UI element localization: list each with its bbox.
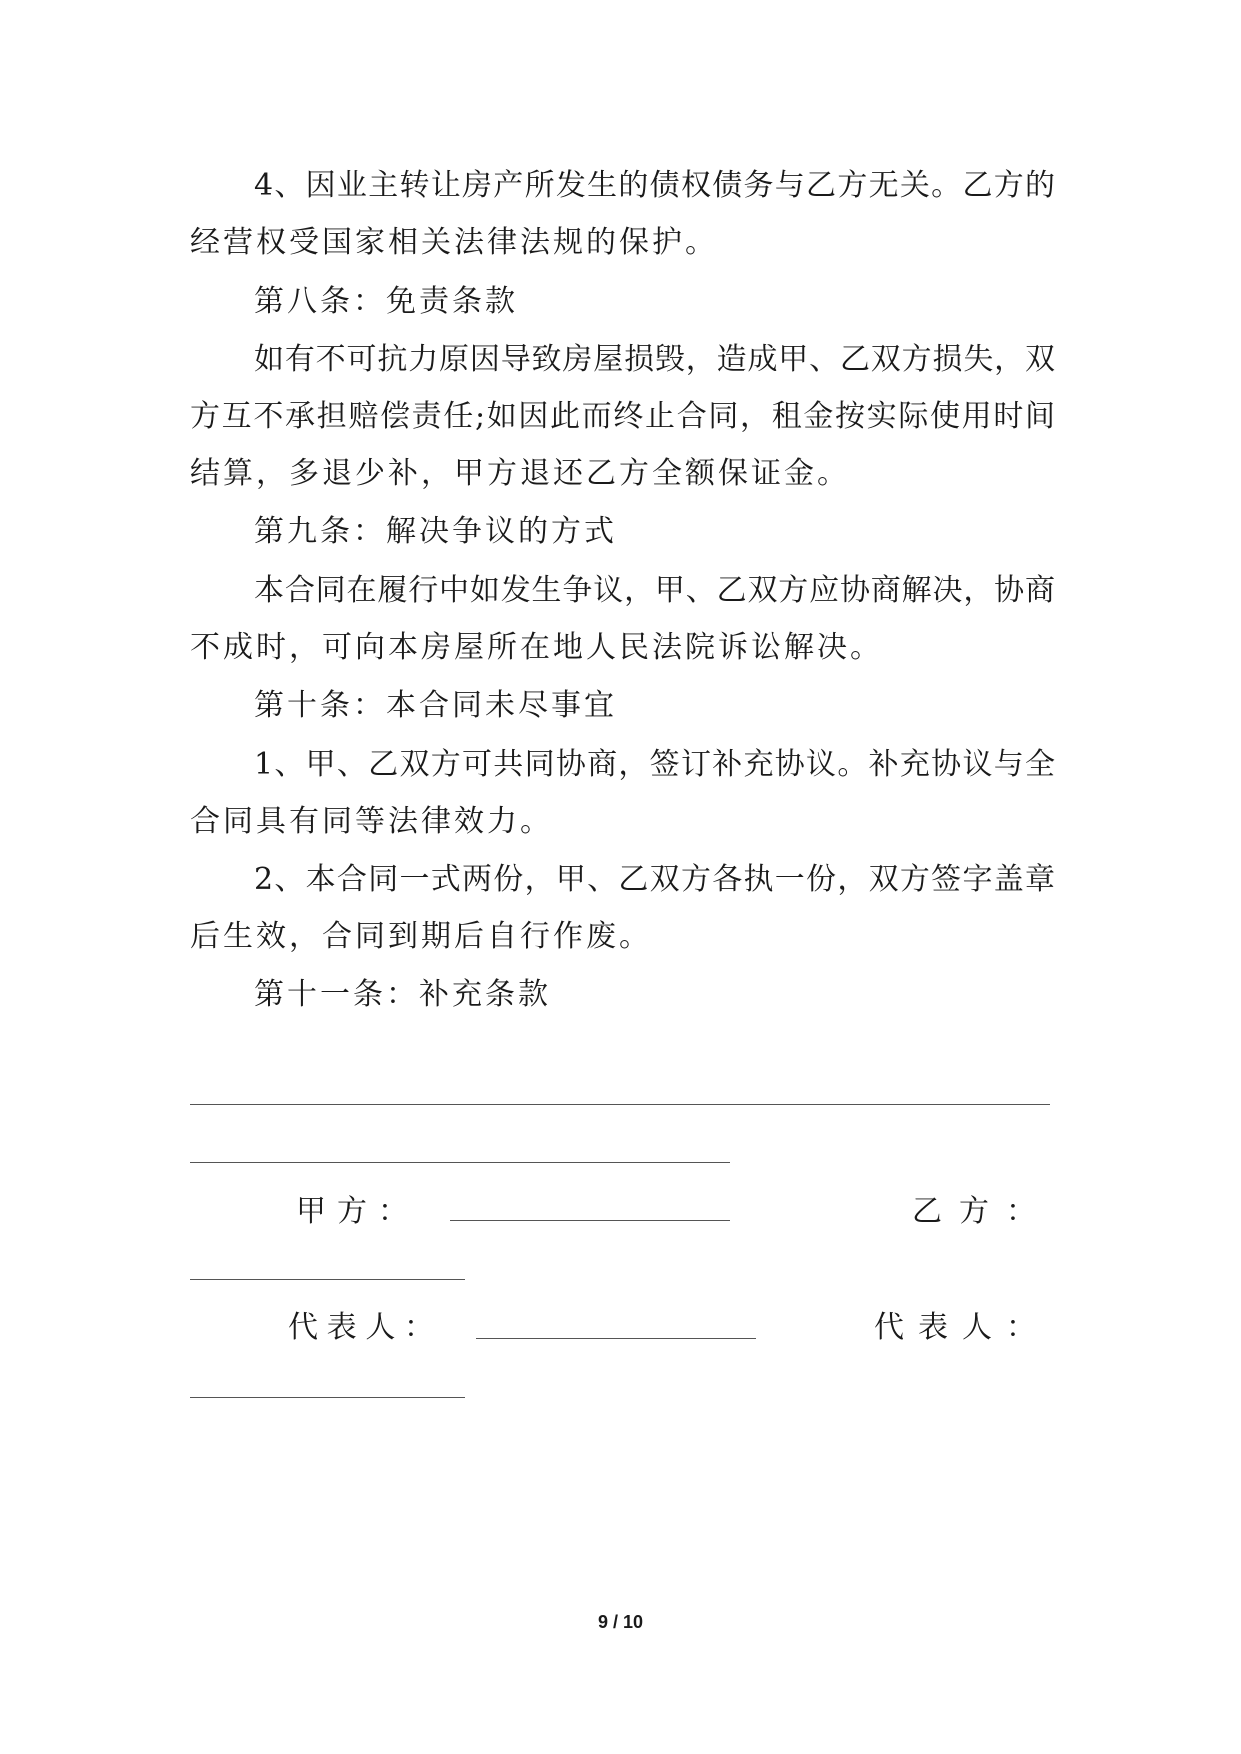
rep-a-label xyxy=(288,1308,434,1348)
party-a-char: 方 xyxy=(337,1194,367,1229)
party-a-char: 甲 xyxy=(296,1194,326,1229)
rep-b-char: 代 xyxy=(874,1310,904,1345)
rep-a-char: 人 xyxy=(365,1310,396,1345)
section-heading: 第九条：解决争议的方式 xyxy=(254,514,617,549)
rep-a-char: 表 xyxy=(326,1310,357,1345)
paragraph-line: 不成时，可向本房屋所在地人民法院诉讼解决。 xyxy=(190,630,883,665)
party-b-char: 方 xyxy=(959,1194,989,1229)
rep-b-char: 表 xyxy=(918,1310,948,1345)
paragraph-line: 方互不承担赔偿责任;如因此而终止合同，租金按实际使用时间 xyxy=(190,399,1055,434)
rep-a-signature-line xyxy=(476,1338,756,1339)
rep-b-char: ： xyxy=(1006,1310,1036,1345)
party-b-label xyxy=(912,1192,1036,1232)
section-heading: 第十一条：补充条款 xyxy=(254,977,551,1012)
paragraph-line: 本合同在履行中如发生争议，甲、乙双方应协商解决，协商 xyxy=(254,573,1055,608)
rep-b-label xyxy=(874,1308,1036,1348)
page-number: 9 / 10 xyxy=(597,1612,644,1632)
blank-line xyxy=(190,1104,1050,1105)
party-a-char: ： xyxy=(378,1194,408,1229)
paragraph-line: 经营权受国家相关法律法规的保护。 xyxy=(190,225,718,260)
rep-a-char: 代 xyxy=(288,1310,318,1345)
rep-b-signature-line xyxy=(190,1397,465,1398)
paragraph-line: 1、甲、乙双方可共同协商，签订补充协议。补充协议与全 xyxy=(254,747,1055,782)
party-a-signature-line xyxy=(450,1220,730,1221)
section-heading: 第八条：免责条款 xyxy=(254,284,518,319)
paragraph-line: 结算，多退少补，甲方退还乙方全额保证金。 xyxy=(190,456,850,491)
paragraph-line: 如有不可抗力原因导致房屋损毁，造成甲、乙双方损失，双 xyxy=(254,342,1055,377)
party-b-char: 乙 xyxy=(912,1194,942,1229)
section-heading: 第十条：本合同未尽事宜 xyxy=(254,688,617,723)
blank-line xyxy=(190,1162,730,1163)
party-b-char: ： xyxy=(1006,1194,1036,1229)
paragraph-line: 2、本合同一式两份，甲、乙双方各执一份，双方签字盖章 xyxy=(254,862,1055,897)
paragraph-line: 合同具有同等法律效力。 xyxy=(190,804,553,839)
party-b-signature-line xyxy=(190,1279,465,1280)
party-a-label xyxy=(296,1192,408,1232)
rep-b-char: 人 xyxy=(962,1310,992,1345)
paragraph-line: 4、因业主转让房产所发生的债权债务与乙方无关。乙方的 xyxy=(254,168,1055,203)
paragraph-line: 后生效，合同到期后自行作废。 xyxy=(190,919,652,954)
rep-a-char: ： xyxy=(403,1310,434,1345)
